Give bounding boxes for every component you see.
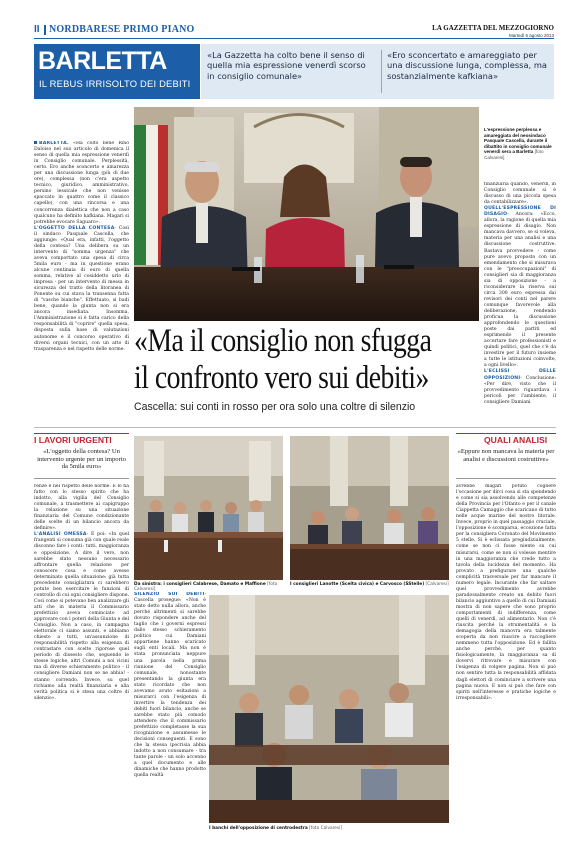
dateline: BARLETTA. (39, 141, 69, 146)
far-right-text (456, 484, 556, 824)
subhead: Cascella: sui conti in rosso per ora solo una coltre di silenzio (134, 401, 416, 413)
headline-line-1: «Ma il consiglio non sfugga (134, 323, 432, 359)
caption-credit: [foto Calvaresi] (134, 582, 278, 593)
section-rule (34, 427, 556, 428)
paragraph: - Cascella prosegue: «Non è stato detto nulla allora, anche perché altrimenti si sarebbe dovuto rispondere anche del taglio che i governi espressi dallo stesso schieramento politico cui Damiani appartiene hanno scaricato sugli enti locali. Ma non è stata pronunciata neppure una parola nella prima riunione del Consiglio comunale, nonostante presentando la giunta era stato ricordato che non avevamo avuto esitazioni a misurarci con l'esigenza di invertire la tendenza dei debiti fuori bilancio, anche se sarebbe stato più comodo attendere che il commissario prefettizio completasse la sua ricognizione e assumesse le decisioni conseguenti. E sono che la stessa ipocrisia abbia indotto a non consumare - tra tante parole - un solo accenno a quel documento e alle dinamiche che hanno prodotto quella realtà (134, 592, 206, 779)
photo-opposition-benches (209, 595, 449, 823)
council-chamber-photo (290, 436, 449, 580)
subheading: SILENZIO SUI DEBITI (134, 592, 205, 597)
photo-caption (134, 582, 286, 592)
quote-1: «La Gazzetta ha colto bene il senso di quella mia espressione venerdì scorso in consiglio comunale» (207, 50, 366, 81)
photo-caption (290, 582, 452, 587)
subheading: QUELL'ESPRESSIONE DI DISAGIO (484, 206, 556, 218)
city-box (34, 44, 200, 99)
paragraph: - Conclusione: «Per dire, visto che il provvedimento riguardava i pericoli per l'ambiente, il consigliere Damiani (484, 375, 556, 405)
newspaper-name: LA GAZZETTA DEL MEZZOGIORNO (432, 24, 554, 32)
council-chamber-photo (134, 436, 283, 580)
subheading: L'OGGETTO DELLA CONTESA (34, 225, 115, 231)
subheading: L'ANALISI OMESSA (34, 532, 87, 538)
city-name: BARLETTA (38, 47, 167, 75)
caption-text: I banchi dell'opposizione di centrodestra (209, 826, 308, 831)
paragraph: - Ancora: «Ecco, allora, la ragione di quella mia espressione di disagio. Non mancava davvero, se si voleva, materia per una analisi e una discussione costruttive. Bastava provvedere - come pure avevo proposto con un emendamento che si misurava con le "preoccupazioni" di consiglieri sia di maggioranza sia di opposizione - a riconsiderare la riserva sui circa 300 euro espressa dai revisori dei conti nel parere comunque favorevole alla deliberazione, rendendo proficua la discussione approfondendo le questioni poste dai partiti ed esprimendo il presente accertare fare professionisti e quindi politici, quel che c'è da investire per il futuro insieme a tutte le istituzioni coinvolte, a ogni livello». (484, 212, 556, 369)
page-number: II (34, 24, 40, 35)
left-sidebar-heading: I LAVORI URGENTI (34, 435, 112, 445)
council-photo-illustration (134, 107, 479, 321)
header-rule (34, 38, 554, 39)
headline (134, 323, 479, 397)
paragraph: - E poi: «In quel frangenti si consuma già con quale reale disconno fare i conti: tutti, maggioranza e opposizione. A dire il vero, non sarebbe stato nessuno necessario affrontare quella relazione per conoscere cosa e come avesse determinato quella situazione: già tutta precedente consigliatura ci sarebbero potute ben esercitare le funzioni di controllo di cui ogni consigliere dispone. Così come si potevano ben analizzare gli atti che in materia il Commissario prefettizio aveva cominciato ad approvare con i poteri della Giunta e del Consiglio. Non a caso, in campagna elettorale ci siamo assunti, e abbiamo chiesto a tutti, un'assunzione di responsabilità rispetto alla esigenza di contrastare con scelte rigorose quel periodo di dissesto che, seguendo le stesse logiche, altri Comuni a noi vicini ma di diverse schieramento politico - il consigliere Damiani non se ne abbia! - stanno correndo. Invece, su quel richiamo alla realtà finanziaria e alla verità politica si è stesa una coltre di silenzio». (34, 532, 129, 701)
page-number-bar (44, 25, 46, 35)
bottom-left-text (34, 484, 129, 824)
caption-text: I consiglieri Lanotte (Scelta civica) e Carvosco (SStelle) (290, 582, 425, 587)
left-sidebar-quote: «L'oggetto della contesa? Un intervento urgente per un importo da 5mila euro» (37, 448, 126, 471)
caption-text: Da sinistra: i consiglieri Calabrese, Damato e Maffione (134, 582, 266, 587)
caption-credit: [foto Calvaresi] (484, 149, 544, 160)
left-column-text (34, 141, 129, 421)
left-sidebar-top-rule (34, 433, 129, 434)
paragraph: «Ha colto bene Rino Daloiso nel suo articolo di domenica il senso di quella mia espressione venerdì in Consiglio comunale. Perplessità, certo. Ero anche sconcerto e amarezza per una discussione lunga (più di due ore), complessa (non c'era aspetto tecnico, giuridico, amministrativo, persino lessicale che non venisse spaccato in quattro come il classico capello), con una rincorsa e una concorrenza dialettica che non a caso qualcuno ha definito kafkiana. Magari si potrebbe evocare Saguaro». (34, 141, 129, 225)
main-photo (134, 107, 479, 321)
page-header (34, 24, 554, 36)
caption-text: L'espressione perplessa e amareggiata del neosindaco Pasquale Cascella, durante il dibattito in consiglio comunale venerdì sera a Barletta (484, 127, 552, 155)
right-sidebar-quote: «Eppure non mancava la materia per analisi e discussioni costruttive» (457, 448, 555, 463)
section-title: NORDBARESE PRIMO PIANO (49, 24, 195, 35)
city-subtitle: IL REBUS IRRISOLTO DEI DEBITI (39, 78, 191, 89)
quote-divider (381, 50, 382, 93)
paragraph: renze e nel rispetto delle norme. E lo ha fatto con lo stesso spirito che ha indotto, alla vigilia del Consiglio comunale, a trasmettere ai capigruppo la relazione su una situazione finanziaria del Comune condizionante delle scelte di un bilancio ancora da definire». (34, 484, 129, 532)
photo-caption (209, 826, 449, 831)
paragraph: finanziaria quando, venerdì, in Consiglio comunale si è discusso di una piccola spesa da contabilizzare». (484, 182, 556, 206)
right-sidebar-bottom-rule (456, 478, 556, 479)
right-column-text (484, 182, 556, 421)
photo-councillors-left (134, 436, 283, 580)
caption-credit: [foto Calvaresi] (309, 826, 343, 831)
subheading: L'ECLISSI DELLE OPPOSIZIONI (484, 369, 556, 381)
right-sidebar-heading: QUALI ANALISI (484, 435, 548, 445)
quote-2: «Ero sconcertato e amareggiato per una discussione lunga, complessa, ma sostanzialmente kafkiana» (387, 50, 547, 81)
paragraph: - Così il sindaco Pasquale Cascella, che aggiunge: «Qual era, infatti, l'oggetto della contesa? Una delibera su un intervento di "somma urgenza" che aveva comportato una spesa di circa 5mila euro - ma in questione erano alcune centinaia di euro di quella somma, relative al cosiddetto urlo di impresa - per un intervento di messa in sicurezza del tratto della litoranea di Ponente su cui stava la transenna fatta di "vasche bianche". Effettuato, si badi bene, quando la giunta non si era ancora insediata. Insomma, l'Amministrazione si è fatta carico della responsabilità di "coprire" quella spesa, disposta sulla base di valutazioni autonome e il concorso operativo di diversi organi tecnici, con un atto di trasparenza e nel rispetto delle norme. (34, 225, 129, 352)
issue-date: Martedì 6 agosto 2013 (508, 33, 554, 38)
right-sidebar-top-rule (456, 433, 556, 434)
photo-councillors-right (290, 436, 449, 580)
middle-column-text (134, 592, 206, 824)
bullet-icon (34, 141, 37, 144)
paragraph: avrebbe magari potuto cogliere l'occasione per dirci cosa si sta spendendo e come si sia assolvendo alle competenze della Provincia per l'Ofanto e per il canale Ciappetta Camaggio che scaricano di tutto nelle acque marine del nostro litorale. Invece, proprio in quel passaggio cruciale, l'opposizione è scomparsa, eccezione fatta per la consigliera Coronato del Movimento 5 stelle. Si è eclissata pregiudizialmente, come se non ci fosse niente su cui misurarsi, come se non si volesse mentire in una maggioranza che crede tutto a tavola della lucidezza del momento. Ha provato a prefigurare una qualche complicità trasversale per far mancare il numero legale. Incurante che far saltare quel provvedimento avrebbe paradossalmente creato un debito fuori bilancio aggiuntivo a quello di cui Damiani mostra di non sapere che sono proprio comportamenti di indifferenza, come quelli di venerdì, ad alimentarlo. Non c'è riuscita perché la strumentalità e la demagogia della manovra era talmente scoperta da non riuscire a raccogliere nemmeno tutta l'opposizione. Ed è fallita anche perché, per quanto fisiologicamente, la maggioranza sa di dovervi ritrovare e misurare con l'esigenza di volgere pagina. Non si può non sentire tutta la responsabilità affidata dagli elettori di cominciare a scrivere una pagina nuova. E non si può che fare con spiriti nell'interesse e pratiche logiche e irresponsabili». (456, 484, 556, 701)
headline-line-2: il confronto vero sui debiti» (134, 360, 429, 396)
quotes-box (201, 44, 554, 99)
caption-credit: [Calvaresi] (425, 582, 449, 587)
main-photo-caption (484, 127, 556, 161)
left-sidebar-bottom-rule (34, 478, 129, 479)
council-benches-photo (209, 595, 449, 823)
